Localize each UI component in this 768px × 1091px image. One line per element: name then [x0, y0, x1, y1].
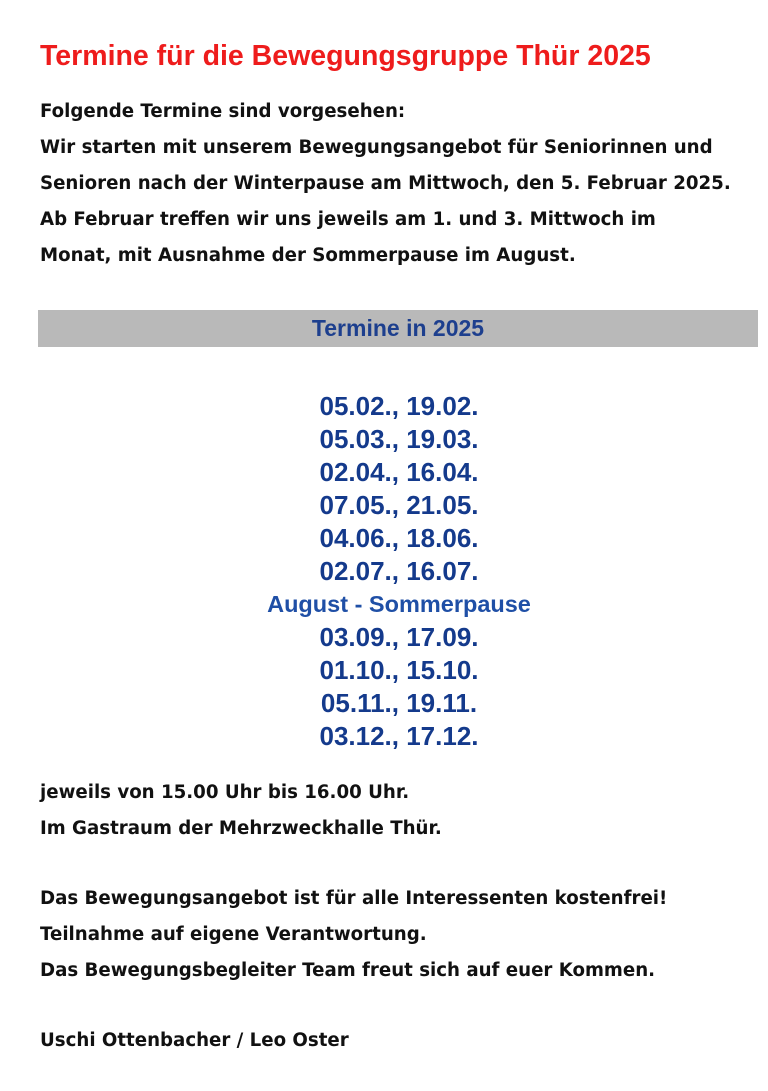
date-list: [0, 390, 768, 753]
intro-line: Wir starten mit unserem Bewegungsangebot für Seniorinnen und: [40, 137, 713, 158]
date-row: 02.07., 16.07.: [319, 556, 479, 586]
intro-line: Ab Februar treffen wir uns jeweils am 1. und 3. Mittwoch im: [40, 209, 656, 230]
document-title: Termine für die Bewegungsgruppe Thür 2025: [40, 40, 651, 72]
signature: Uschi Ottenbacher / Leo Oster: [40, 1030, 349, 1051]
location-line: Im Gastraum der Mehrzweckhalle Thür.: [40, 818, 442, 839]
intro-paragraph: [40, 94, 760, 274]
summer-break-row: August - Sommerpause: [267, 591, 531, 617]
intro-line: Monat, mit Ausnahme der Sommerpause im August.: [40, 245, 576, 266]
date-row: 07.05., 21.05.: [319, 490, 479, 520]
date-row: 01.10., 15.10.: [319, 655, 479, 685]
date-row: 04.06., 18.06.: [319, 523, 479, 553]
intro-line: Senioren nach der Winterpause am Mittwoch, den 5. Februar 2025.: [40, 173, 731, 194]
schedule-heading: Termine in 2025: [311, 315, 485, 341]
date-row: 05.02., 19.02.: [319, 391, 479, 421]
notes-block: [40, 881, 760, 989]
date-row: 05.03., 19.03.: [319, 424, 479, 454]
intro-line: Folgende Termine sind vorgesehen:: [40, 101, 406, 122]
time-line: jeweils von 15.00 Uhr bis 16.00 Uhr.: [40, 782, 410, 803]
date-row: 02.04., 16.04.: [319, 457, 479, 487]
schedule-heading-band: [38, 310, 758, 347]
note-line: Das Bewegungsangebot ist für alle Interessenten kostenfrei!: [40, 888, 668, 909]
time-location-block: [40, 775, 760, 847]
date-row: 05.11., 19.11.: [320, 688, 478, 718]
date-row: 03.12., 17.12.: [319, 721, 479, 751]
note-line: Teilnahme auf eigene Verantwortung.: [40, 924, 427, 945]
date-row: 03.09., 17.09.: [319, 622, 479, 652]
note-line: Das Bewegungsbegleiter Team freut sich auf euer Kommen.: [40, 960, 656, 981]
